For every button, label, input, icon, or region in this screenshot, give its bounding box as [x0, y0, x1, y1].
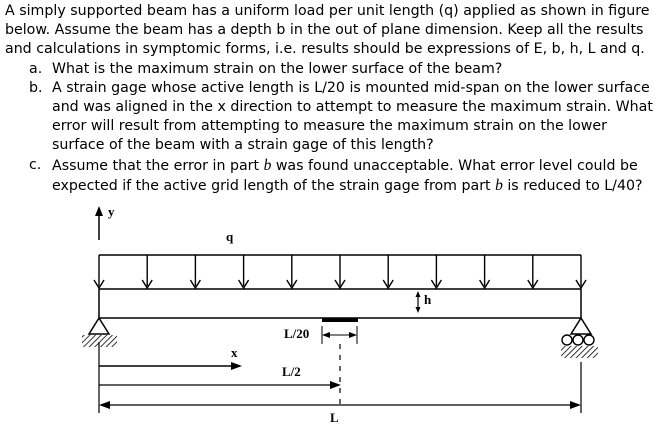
load-label: q	[226, 229, 234, 244]
load-arrow	[528, 255, 538, 288]
y-axis-arrow	[95, 206, 103, 240]
question-a-marker: a.	[29, 60, 43, 77]
load-arrow	[287, 255, 297, 288]
gage-length-label: L/20	[284, 326, 310, 341]
question-c-text-2: was found unacceptable. What error level could be expected if the active grid length of the strain gage from part	[52, 157, 638, 194]
y-axis-label: y	[108, 204, 115, 219]
load-arrow	[480, 255, 490, 288]
distributed-load	[94, 255, 586, 288]
question-c-text-3: is reduced to L/40?	[502, 177, 643, 194]
beam	[99, 289, 581, 318]
question-c-emphasis-1: b	[263, 156, 272, 174]
load-arrow	[335, 255, 345, 288]
x-axis-label: x	[231, 345, 238, 360]
strain-gage	[322, 318, 358, 322]
load-arrow	[190, 255, 200, 288]
load-arrow	[576, 255, 586, 288]
load-arrow	[142, 255, 152, 288]
question-a-text: What is the maximum strain on the lower surface of the beam?	[52, 60, 503, 77]
load-arrow	[431, 255, 441, 288]
load-arrow	[94, 255, 104, 288]
load-arrow	[383, 255, 393, 288]
question-b-text: A strain gage whose active length is L/20 is mounted mid-span on the lower surface and was aligned in the x direction to attempt to measure the maximum strain. What error will result from attempting to measure the maximum strain on the lower surface of the beam with a strain gage of this length?	[52, 79, 653, 154]
half-span-label: L/2	[282, 364, 301, 379]
x-axis-arrow	[99, 362, 242, 370]
roller-support	[561, 318, 598, 358]
question-b-marker: b.	[29, 79, 43, 96]
gage-length-dimension	[322, 326, 357, 344]
problem-intro: A simply supported beam has a uniform load per unit length (q) applied as shown in figure below. Assume the beam has a depth b in the out of plane dimension. Keep all the results and calculations in symptomic forms, i.e. results should be expressions of E, b, h, L and q.	[5, 3, 650, 58]
load-arrow	[239, 255, 249, 288]
half-span-dimension	[99, 381, 341, 389]
question-c-marker: c.	[29, 156, 42, 173]
question-c-text-1: Assume that the error in part	[52, 157, 264, 174]
span-label: L	[330, 410, 339, 425]
depth-label: h	[424, 292, 432, 307]
question-c-emphasis-2: b	[495, 176, 503, 194]
